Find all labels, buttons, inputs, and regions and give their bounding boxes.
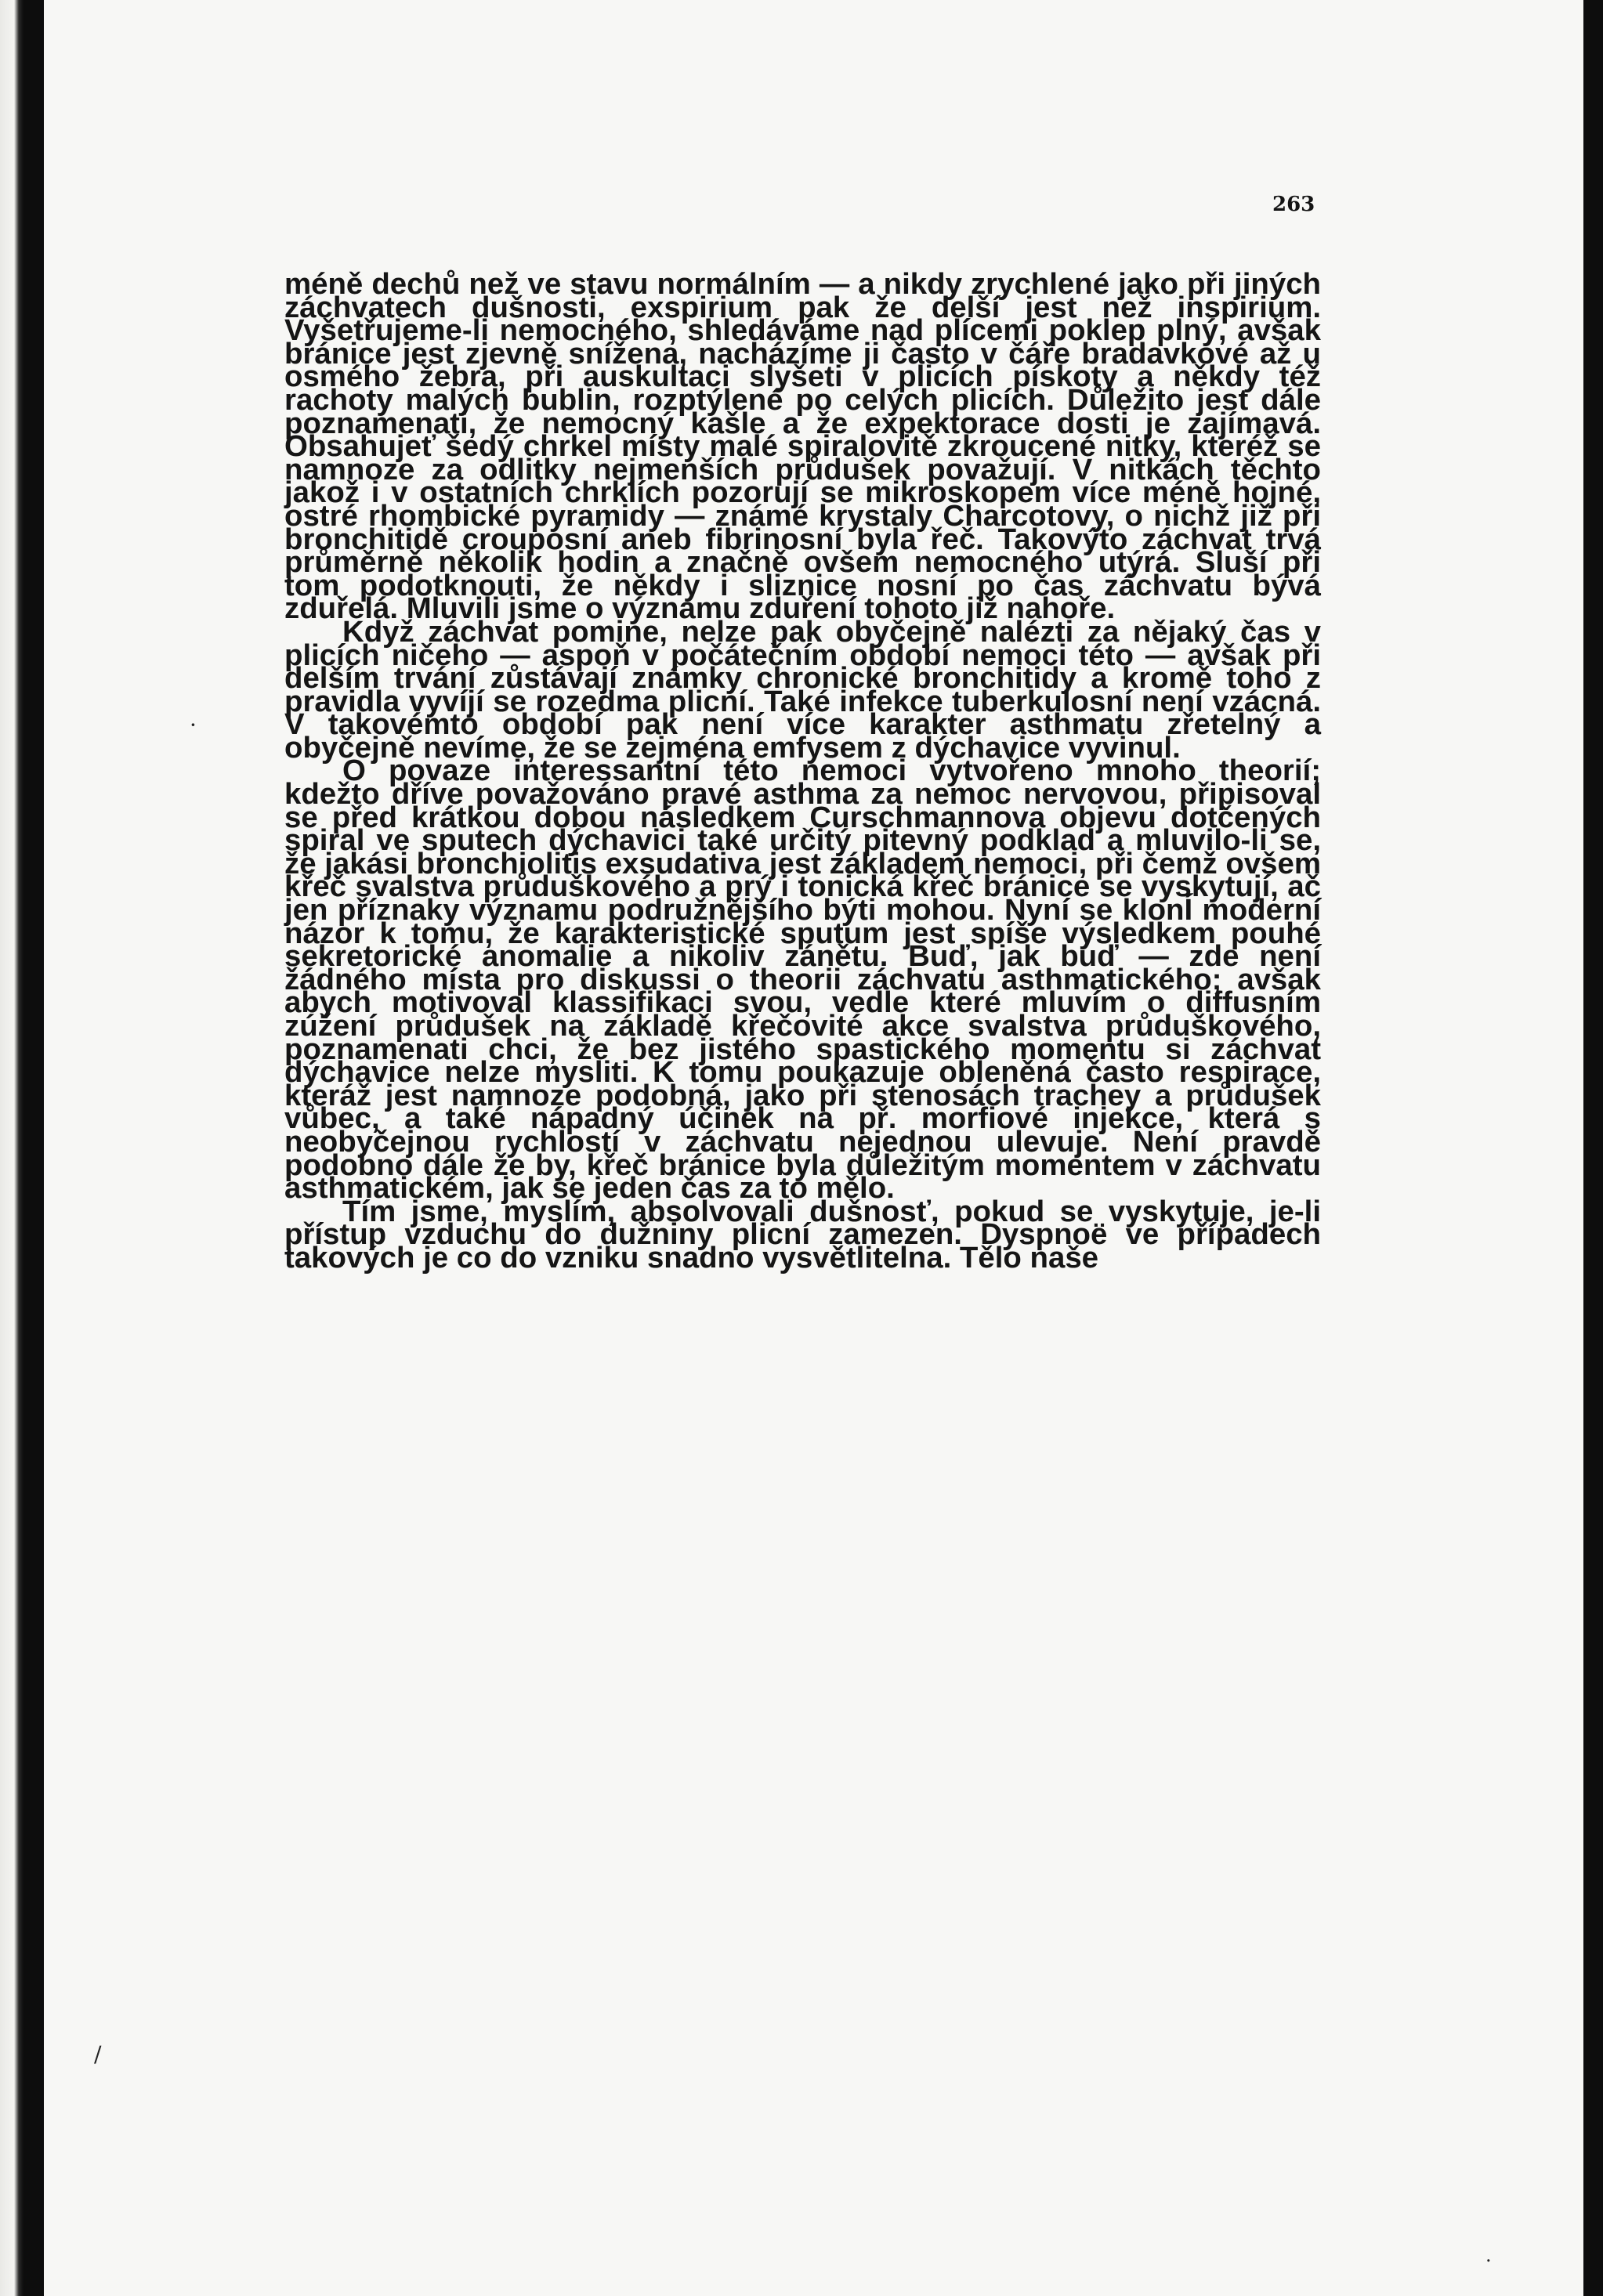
scan-speck: · bbox=[190, 712, 197, 738]
body-text bbox=[284, 267, 1321, 1275]
paragraph-3: O povaze interessantní této nemoci vytvořeno mnoho theorií; kdežto dříve považováno pravé asthma za nemoc nervovou, připisoval se před krátkou dobou následkem Curschmannova objevu dotčených spiral ve sputech dýchavici také určitý pitevný podklad a mluvilo-li se, že jakási bronchiolitis exsudativa jest základem nemoci, při čemž ovšem křeč svalstva průduškového a prý i tonická křeč bránice se vyskytují, ač jen příznaky významu podružnějšího býti mohou. Nyní se klonÍ moderní názor k tomu, že karakteristické sputum jest spíše výsledkem pouhé sekretorické anomalie a nikoliv zánětu. Buď, jak buď — zde není žádného místa pro diskussi o theorii záchvatu asthmatického; avšak abych motivoval klassifikaci svou, vedle které mluvím o diffusním zúžení průdušek na základě křečovité akce svalstva průduškového, poznamenati chci, že bez jistého spastického momentu si záchvat dýchavice nelze mysliti. K tomu poukazuje obleněná často respirace, kteráž jest namnoze podobná, jako při stenosách trachey a průdušek vůbec, a také nápadný účinek na př. morfiové injekce, která s neobyčejnou rychlostí v záchvatu nejednou ulevuje. Není pravdě podobno dále že by, křeč bránice byla důležitým momentem v záchvatu asthmatickém, jak se jeden čas za to mělo. bbox=[284, 754, 1321, 1206]
scan-left-edge bbox=[0, 0, 24, 2296]
paragraph-4: Tím jsme, myslím, absolvovali dušnosť, pokud se vyskytuje, je-li přístup vzduchu do dužniny plicní zamezen. Dyspnoë ve případech takových je co do vzniku snadno vysvětlitelna. Tělo naše bbox=[284, 1194, 1321, 1275]
paragraph-1: méně dechů než ve stavu normálním — a nikdy zrychlené jako při jiných záchvatech dušnosti, exspirium pak že delší jest než inspirium. Vyšetřujeme-li nemocného, shledáváme nad plícemi poklep plný, avšak bránice jest zjevně snížena, nacházíme ji často v čáře bradavkové až u osmého žebra, při auskultaci slyšeti v plicích pískoty a někdy též rachoty malých bublin, rozptýlené po celých plicích. Důležito jest dále poznamenati, že nemocný kašle a že expektorace dosti je zajímavá. Obsahujeť šedý chrkel místy malé spiralovitě zkroucené nitky, kteréž se namnoze za odlitky nejmenších průdušek považují. V nitkách těchto jakož i v ostatních chrklích pozorují se mikroskopem více méně hojné, ostré rhombické pyramidy — známé krystaly Charcotovy, o nichž již při bronchitidě crouposní aneb fibrinosní byla řeč. Takovýto záchvat trvá průměrně několik hodin a značně ovšem nemocného utýrá. Sluší při tom podotknouti, že někdy i sliznice nosní po čas záchvatu bývá zduřelá. Mluvili jsme o významu zduření tohoto již nahoře. bbox=[284, 267, 1321, 626]
paragraph-2: Když záchvat pomine, nelze pak obyčejně nalézti za nějaký čas v plicích ničeho — aspoň v počátečním období nemoci této — avšak při delším trvání zůstávají známky chronické bronchitidy a kromě toho z pravidla vyvíjí se rozedma plicní. Také infekce tuberkulosní není vzácná. V takovémto období pak není více karakter asthmatu zřetelný a obyčejně nevíme, že se zejména emfysem z dýchavice vyvinul. bbox=[284, 614, 1321, 765]
page-number: 263 bbox=[1272, 193, 1315, 216]
scan-speck: / bbox=[94, 2041, 102, 2067]
book-page bbox=[44, 0, 1583, 2296]
scan-speck: . bbox=[1485, 2244, 1492, 2266]
